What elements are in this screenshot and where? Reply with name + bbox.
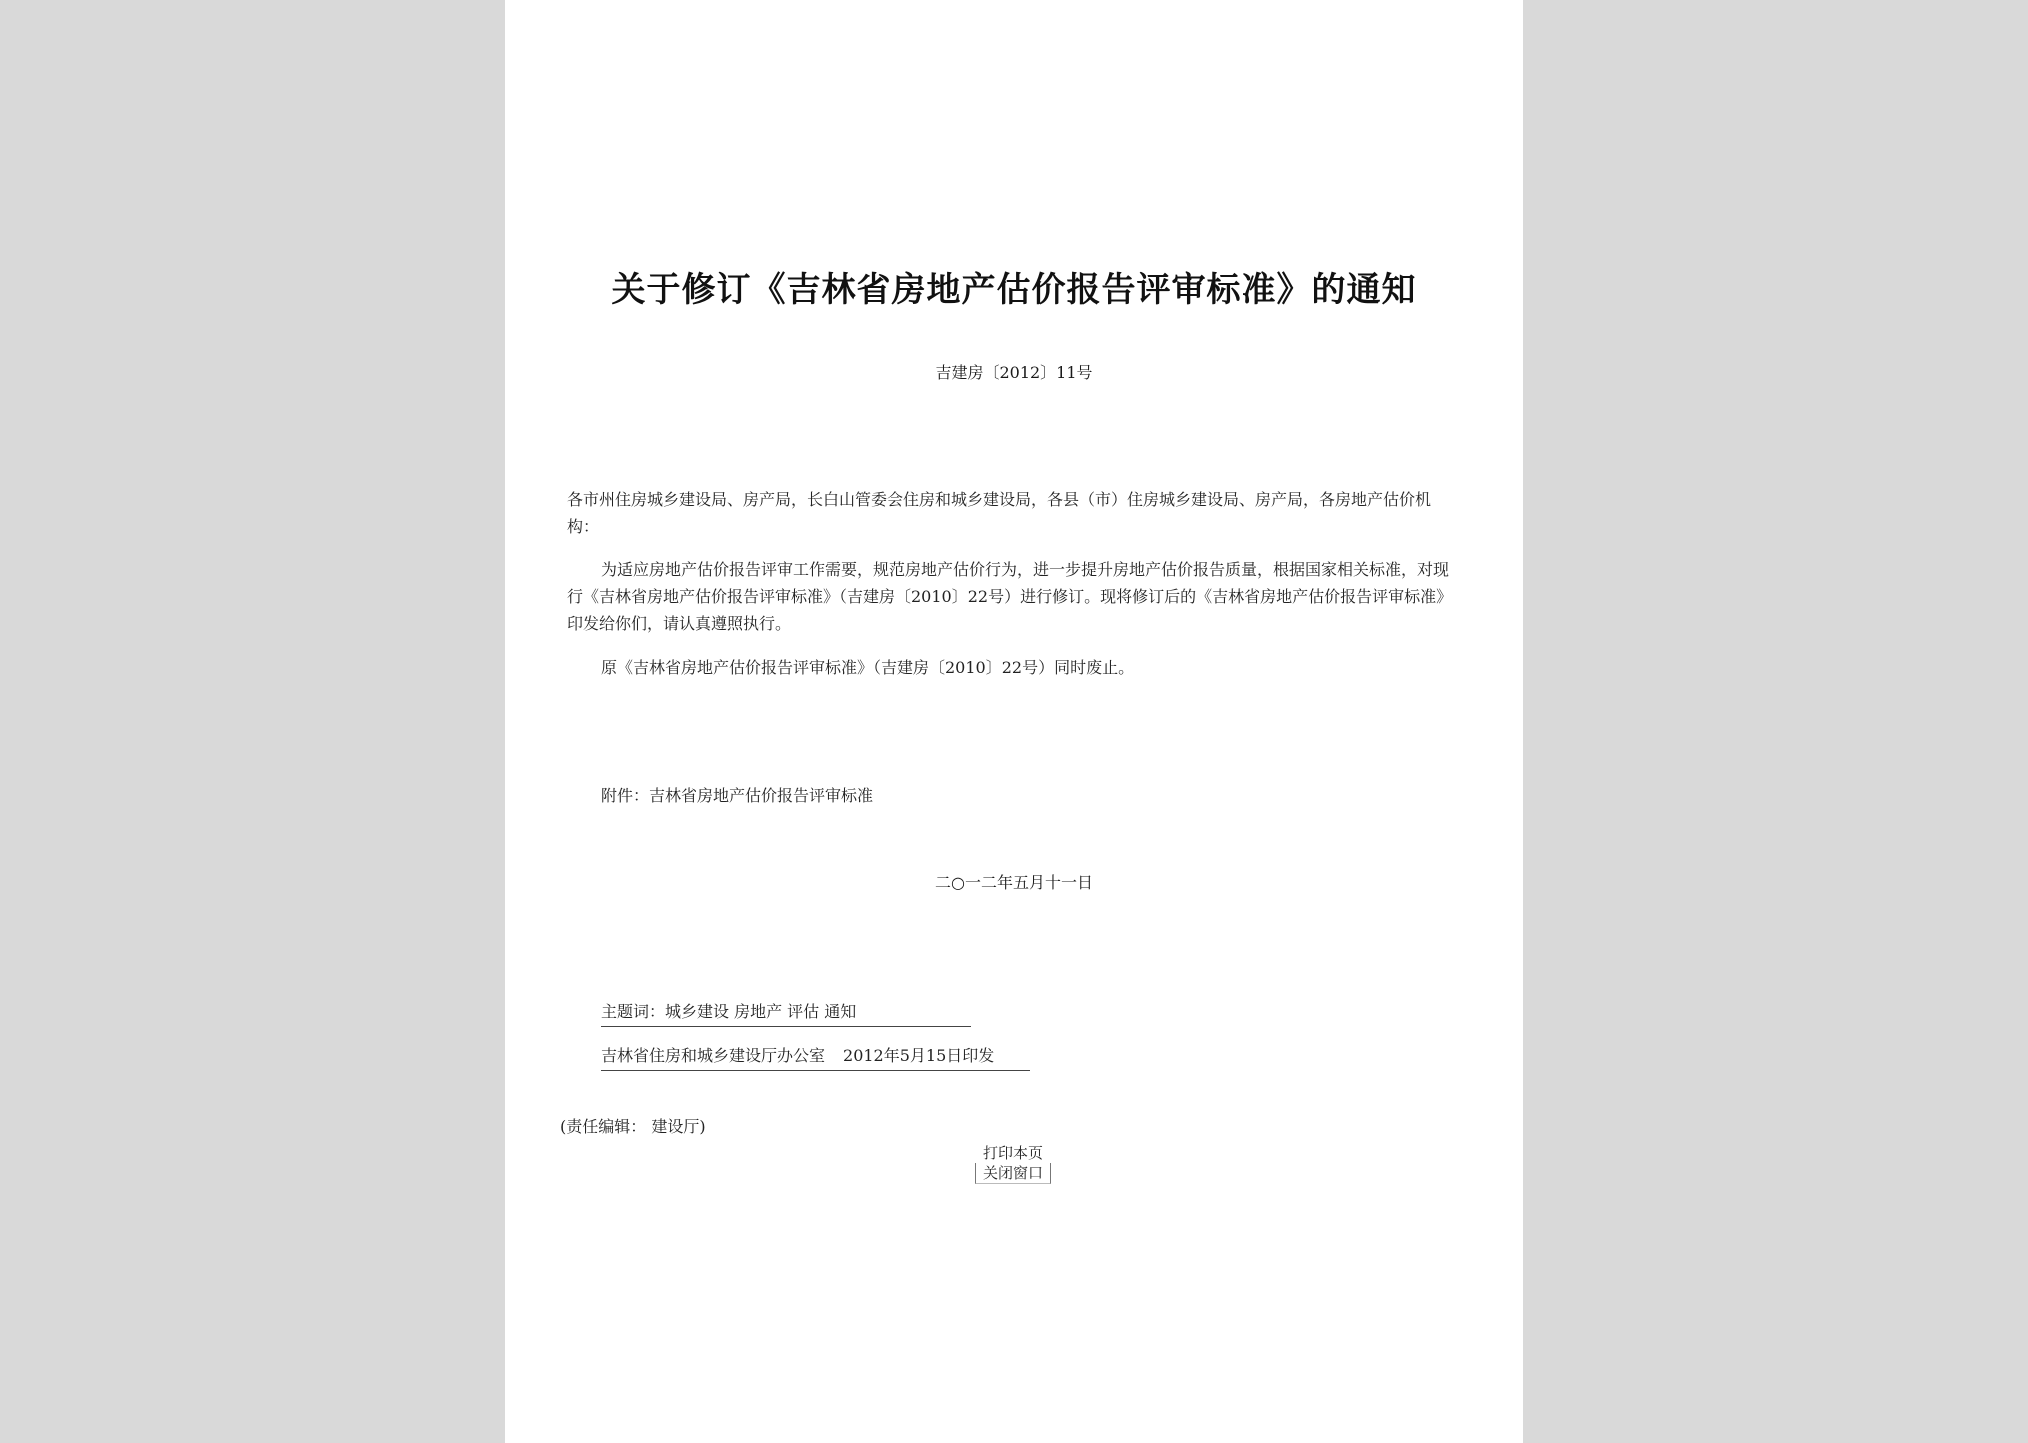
subject-keywords (601, 998, 971, 1027)
document-title: 关于修订《吉林省房地产估价报告评审标准》的通知 (611, 270, 1417, 310)
keywords-text: 主题词：城乡建设 房地产 评估 通知 (601, 1002, 857, 1021)
attachment-line: 附件：吉林省房地产估价报告评审标准 (601, 786, 874, 805)
print-page-button[interactable]: 打印本页 (982, 1144, 1043, 1162)
document-number: 吉建房〔2012〕11号 (935, 363, 1093, 382)
page-actions (975, 1143, 1051, 1184)
recipients-paragraph: 各市州住房城乡建设局、房产局，长白山管委会住房和城乡建设局，各县（市）住房城乡建设局、房产局，各房地产估价机构： (567, 490, 1432, 536)
responsible-editor: (责任编辑： 建设厅) (560, 1117, 706, 1136)
close-window-button[interactable]: 关闭窗口 (975, 1163, 1051, 1184)
issuer-office: 吉林省住房和城乡建设厅办公室 (601, 1046, 826, 1065)
signing-date: 二○一二年五月十一日 (935, 873, 1093, 892)
body-paragraph-2: 原《吉林省房地产估价报告评审标准》（吉建房〔2010〕22号）同时废止。 (601, 658, 1135, 677)
body-paragraph-1: 为适应房地产估价报告评审工作需要，规范房地产估价行为，进一步提升房地产估价报告质量，根据国家相关标准，对现行《吉林省房地产估价报告评审标准》（吉建房〔2010〕22号）进行修订。现将修订后的《吉林省房地产估价报告评审标准》印发给你们，请认真遵照执行。 (567, 560, 1453, 633)
issuer-line (601, 1042, 1030, 1071)
issue-date: 2012年5月15日印发 (843, 1046, 995, 1065)
document-page (505, 0, 1523, 1443)
